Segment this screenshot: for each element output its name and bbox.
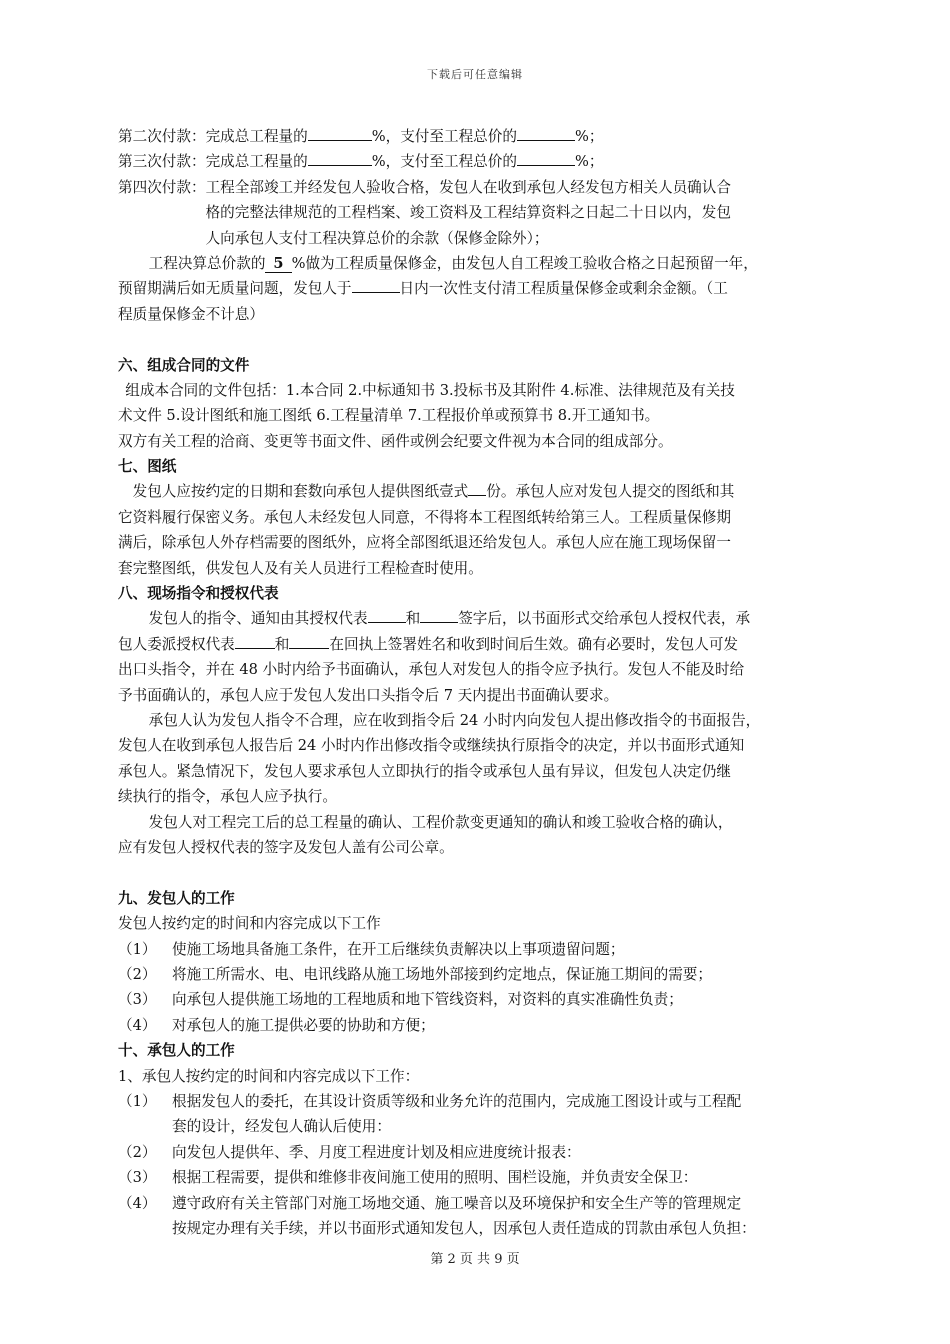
payment-third: 第三次付款：完成总工程量的 %，支付至工程总价的 %； [118,149,840,174]
section-10-intro: 1、承包人按约定的时间和内容完成以下工作： [118,1067,420,1085]
page-footer: 第 2 页 共 9 页 [430,1252,520,1267]
section-9-intro: 发包人按约定的时间和内容完成以下工作 [118,915,381,933]
section-8-line: 续执行的指令，承包人应予执行。 [118,788,337,806]
blank-field[interactable] [517,124,575,141]
warranty-line-3: 程质量保修金不计息） [118,305,264,323]
blank-field[interactable] [235,632,275,649]
list-item: （2） 向发包人提供年、季、月度工程进度计划及相应进度统计报表： [118,1143,581,1161]
list-item: （4） 遵守政府有关主管部门对施工场地交通、施工噪音以及环境保护和安全生产等的管理规定 按规定办理有关手续，并以书面形式通知发包人，因承包人责任造成的罚款由承包人负担： [118,1194,756,1237]
section-7-title: 七、图纸 [118,458,177,476]
section-8-line: 出口头指令，并在 48 小时内给予书面确认，承包人对发包人的指令应予执行。发包人不能及时给 [118,661,745,679]
section-8-line: 予书面确认的，承包人应于发包人发出口头指令后 7 天内提出书面确认要求。 [118,686,619,704]
section-8-line: 发包人的指令、通知由其授权代表 和 签字后，以书面形式交给承包人授权代表，承 [118,606,840,631]
list-item: （2） 将施工所需水、电、电讯线路从施工场地外部接到约定地点，保证施工期间的需要； [118,965,712,983]
list-item: （1） 使施工场地具备施工条件，在开工后继续负责解决以上事项遗留问题； [118,940,625,958]
section-8-title: 八、现场指令和授权代表 [118,585,279,603]
warranty-percent[interactable]: 5 [265,255,291,273]
section-8-line: 应有发包人授权代表的签字及发包人盖有公司公章。 [118,838,454,856]
blank-field[interactable] [420,606,458,623]
section-6-title: 六、组成合同的文件 [118,356,250,374]
page-header: 下载后可任意编辑 [427,68,523,81]
list-item: （3） 根据工程需要，提供和维修非夜间施工使用的照明、围栏设施，并负责安全保卫： [118,1169,698,1187]
document-body [118,124,840,1241]
warranty-line-1: 工程决算总价款的 5 %做为工程质量保修金，由发包人自工程竣工验收合格之日起预留一年， [148,254,758,272]
section-7-line: 套完整图纸，供发包人及有关人员进行工程检查时使用。 [118,559,483,577]
list-item: （3） 向承包人提供施工场地的工程地质和地下管线资料，对资料的真实准确性负责； [118,991,683,1009]
blank-field[interactable] [289,632,329,649]
section-6-line: 组成本合同的文件包括：1.本合同 2.中标通知书 3.投标书及其附件 4.标准、法律规范及有关技 [125,381,735,399]
section-6-line: 双方有关工程的洽商、变更等书面文件、函件或例会纪要文件视为本合同的组成部分。 [118,432,673,450]
section-8-line: 承包人。紧急情况下，发包人要求承包人立即执行的指令或承包人虽有异议，但发包人决定仍继 [118,762,731,780]
payment-fourth: 第四次付款： 工程全部竣工并经发包人验收合格，发包人在收到承包人经发包方相关人员确认合 格的完整法律规范的工程档案、竣工资料及工程结算资料之日起二十日以内，发包 人向承包人支付工程决算总价的余款（保修金除外）； [118,178,731,247]
blank-field[interactable] [352,276,400,293]
warranty-line-2: 预留期满后如无质量问题，发包人于 日内一次性支付清工程质量保修金或剩余金额。（工 [118,276,840,301]
blank-field[interactable] [308,124,372,141]
section-8-line: 承包人认为发包人指令不合理，应在收到指令后 24 小时内向发包人提出修改指令的书面报告， [148,711,761,729]
section-9-title: 九、发包人的工作 [118,889,235,907]
section-7-line: 满后，除承包人外存档需要的图纸外，应将全部图纸退还给发包人。承包人应在施工现场保留一 [118,534,731,552]
payment-second: 第二次付款：完成总工程量的 %，支付至工程总价的 %； [118,124,840,149]
section-8-line: 包人委派授权代表 和 在回执上签署姓名和收到时间后生效。确有必要时，发包人可发 [118,632,840,657]
blank-field[interactable] [468,479,486,496]
blank-field[interactable] [368,606,406,623]
blank-field[interactable] [517,149,575,166]
section-7-line: 发包人应按约定的日期和套数向承包人提供图纸壹式 份。承包人应对发包人提交的图纸和其 [118,479,840,504]
section-7-line: 它资料履行保密义务。承包人未经发包人同意，不得将本工程图纸转给第三人。工程质量保修期 [118,508,731,526]
section-10-title: 十、承包人的工作 [118,1042,235,1060]
list-item: （4） 对承包人的施工提供必要的协助和方便； [118,1016,435,1034]
section-6-line: 术文件 5.设计图纸和施工图纸 6.工程量清单 7.工程报价单或预算书 8.开工通知书。 [118,407,660,425]
list-item: （1） 根据发包人的委托，在其设计资质等级和业务允许的范围内，完成施工图设计或与工程配 套的设计，经发包人确认后使用： [118,1092,742,1136]
section-8-line: 发包人对工程完工后的总工程量的确认、工程价款变更通知的确认和竣工验收合格的确认， [148,813,733,831]
blank-field[interactable] [308,149,372,166]
section-8-line: 发包人在收到承包人报告后 24 小时内作出修改指令或继续执行原指令的决定，并以书面形式通知 [118,737,745,755]
